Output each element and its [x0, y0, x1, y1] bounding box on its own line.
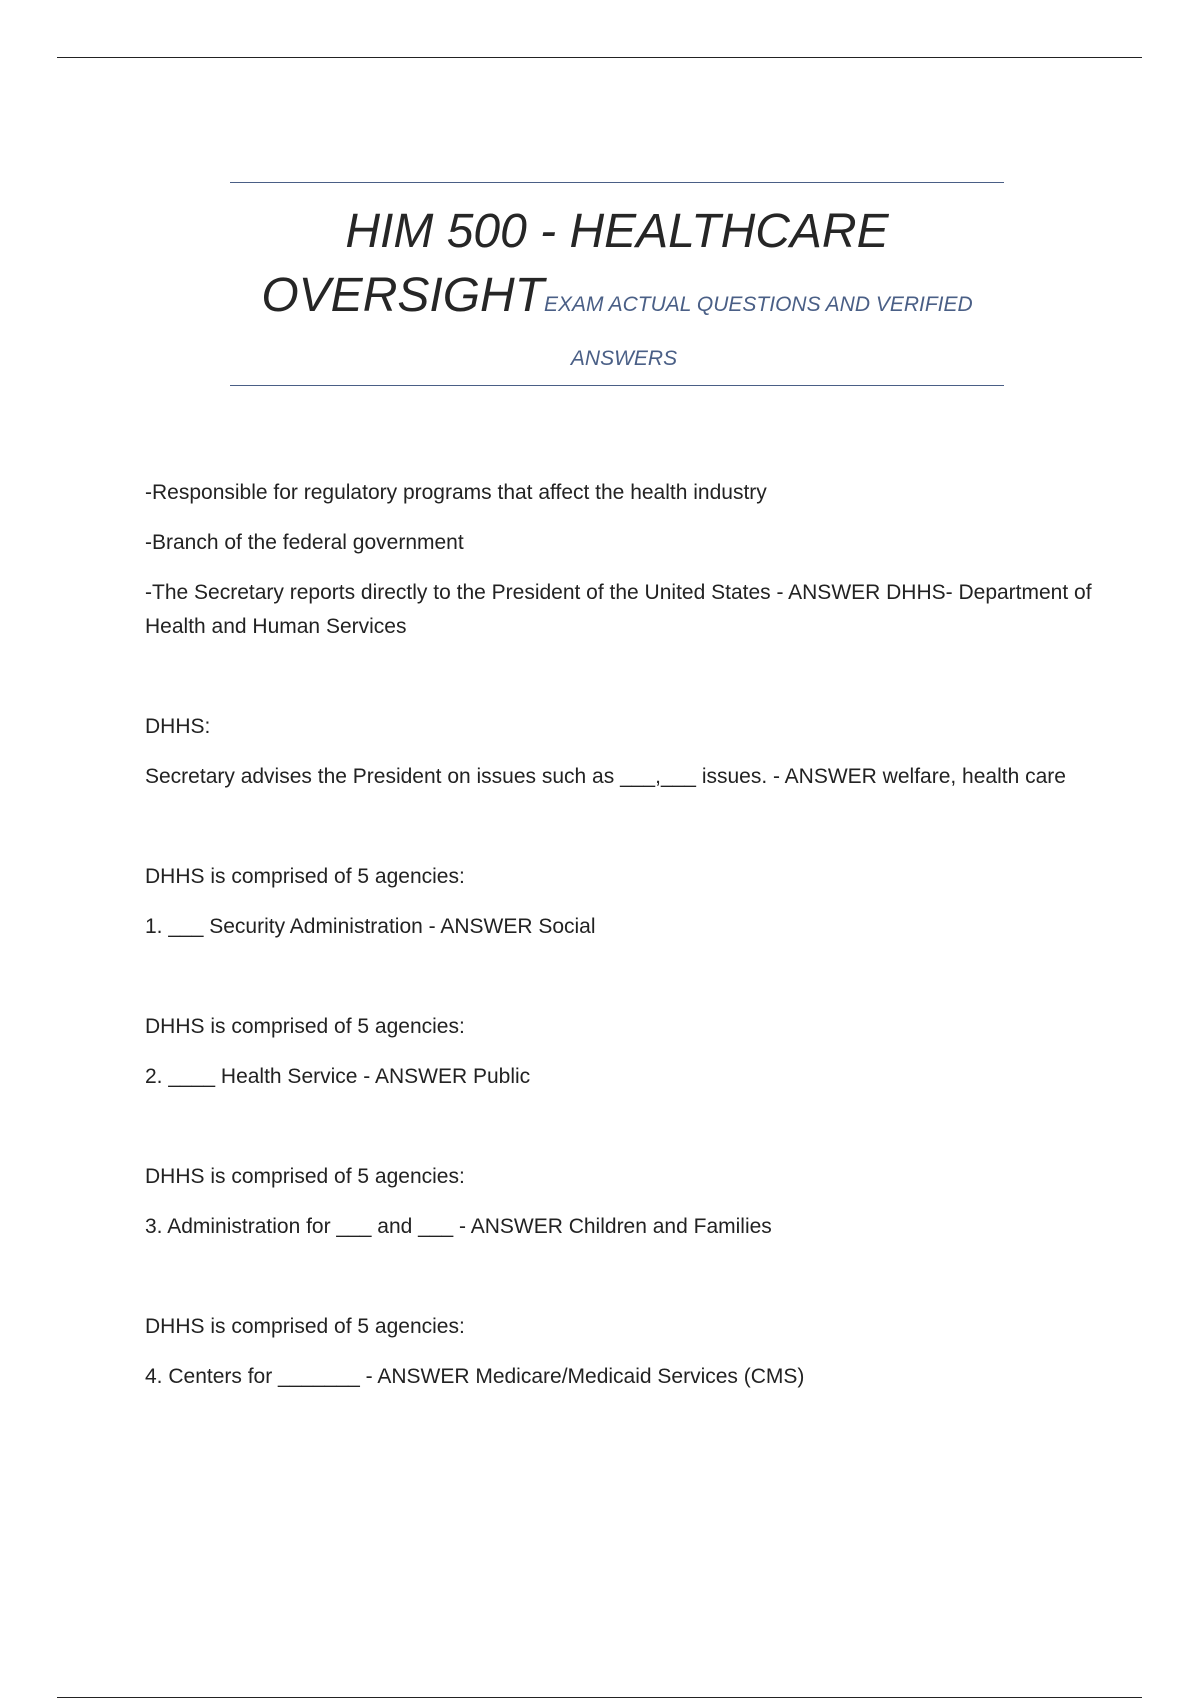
block-spacer [145, 960, 1105, 1010]
text-line: DHHS is comprised of 5 agencies: [145, 865, 465, 888]
document-body [145, 476, 1105, 1410]
qa-block [145, 860, 1105, 944]
page-bottom-rule [57, 1697, 1142, 1698]
title-bottom-rule [230, 385, 1004, 386]
title-main-oversight: OVERSIGHT [261, 269, 545, 322]
block-spacer [145, 1260, 1105, 1310]
text-line: 3. Administration for ___ and ___ - ANSWER Children and Families [145, 1215, 772, 1238]
title-top-rule [230, 182, 1004, 183]
title-subtitle-end: ANSWERS [570, 347, 678, 370]
title-line-1: HIM 500 - HEALTHCARE [345, 205, 889, 258]
text-line: DHHS is comprised of 5 agencies: [145, 1015, 465, 1038]
text-line: -The Secretary reports directly to the President of the United States - ANSWER DHHS- Department of Health and Human Services [145, 581, 1092, 638]
qa-block [145, 1010, 1105, 1094]
text-line: 4. Centers for _______ - ANSWER Medicare/Medicaid Services (CMS) [145, 1365, 805, 1388]
qa-block [145, 1310, 1105, 1394]
page-top-rule [57, 57, 1142, 58]
block-spacer [145, 660, 1105, 710]
block-spacer [145, 810, 1105, 860]
text-line: -Branch of the federal government [145, 531, 464, 554]
title-line-2 [230, 264, 1004, 339]
text-line: DHHS is comprised of 5 agencies: [145, 1165, 465, 1188]
block-spacer [145, 1110, 1105, 1160]
text-line: DHHS is comprised of 5 agencies: [145, 1315, 465, 1338]
title-subtitle: EXAM ACTUAL QUESTIONS AND VERIFIED [544, 293, 973, 316]
qa-block [145, 476, 1105, 644]
qa-block [145, 1160, 1105, 1244]
text-line: 1. ___ Security Administration - ANSWER Social [145, 915, 596, 938]
text-line: Secretary advises the President on issues such as ___,___ issues. - ANSWER welfare, health care [145, 765, 1066, 788]
text-line: -Responsible for regulatory programs that affect the health industry [145, 481, 767, 504]
text-line: 2. ____ Health Service - ANSWER Public [145, 1065, 531, 1088]
qa-block [145, 710, 1105, 794]
document-title [230, 200, 1004, 379]
text-line: DHHS: [145, 715, 211, 738]
